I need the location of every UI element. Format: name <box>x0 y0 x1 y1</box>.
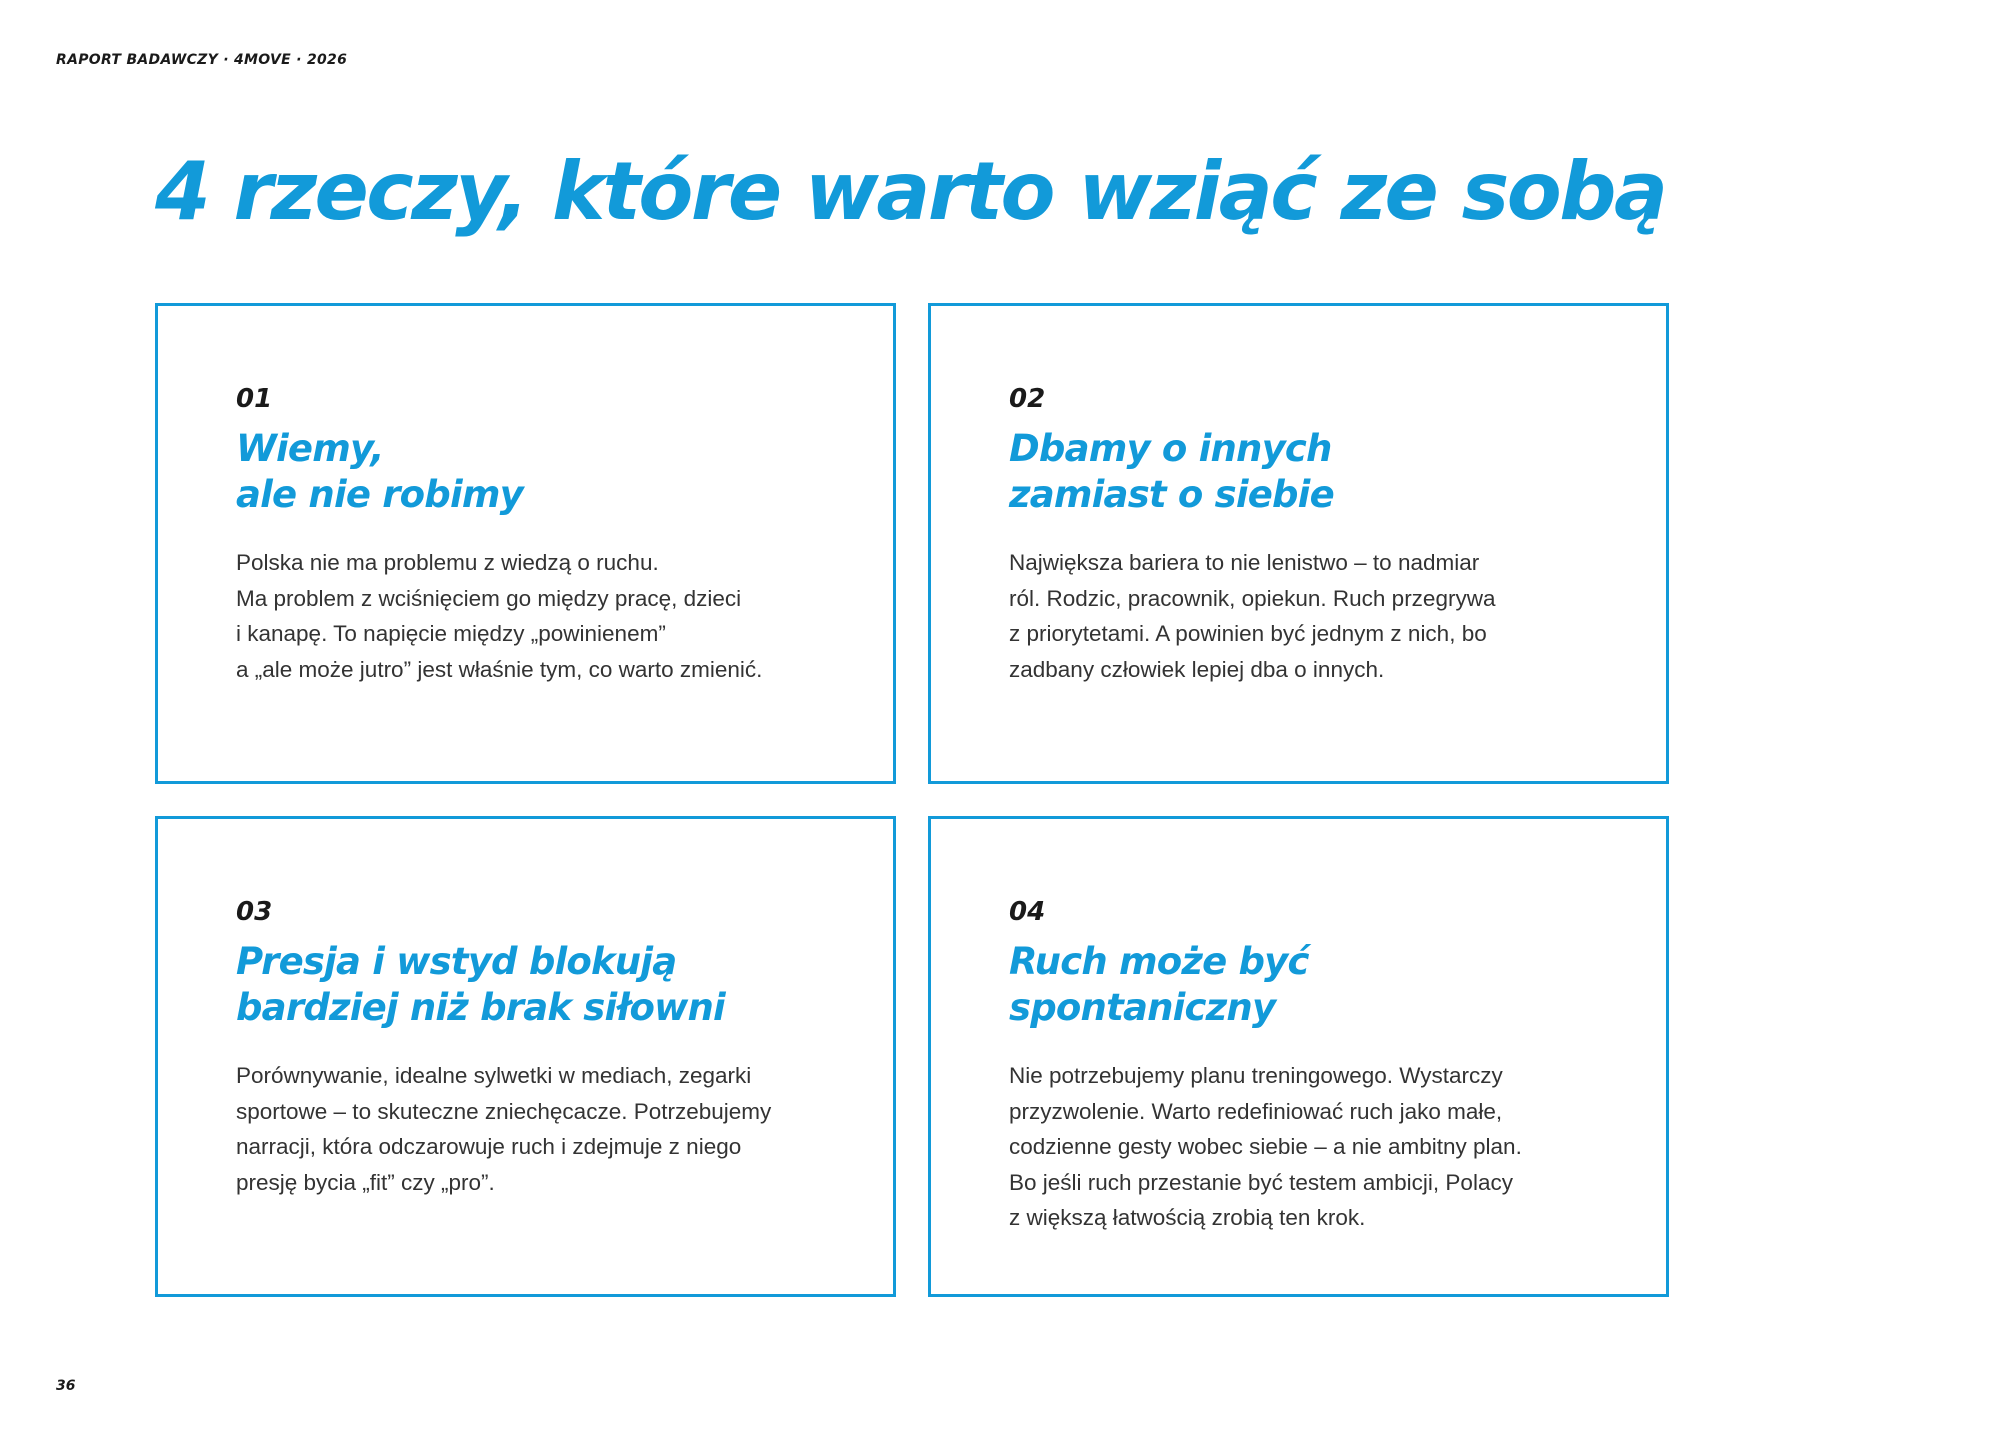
card-number: 02 <box>1009 384 1046 414</box>
running-header: RAPORT BADAWCZY · 4MOVE · 2026 <box>56 52 348 68</box>
card-body-line: a „ale może jutro” jest właśnie tym, co warto zmienić. <box>236 656 763 682</box>
card-body-line: sportowe – to skuteczne zniechęcacze. Potrzebujemy <box>236 1098 772 1124</box>
card-body-line: codzienne gesty wobec siebie – a nie ambitny plan. <box>1009 1134 1522 1159</box>
card-heading <box>236 426 853 518</box>
card-body-line: przyzwolenie. Warto redefiniować ruch jako małe, <box>1009 1098 1503 1124</box>
card-heading-line: Presja i wstyd blokują <box>236 940 677 983</box>
card-body-line: Ma problem z wciśnięciem go między pracę, dzieci <box>236 585 742 611</box>
card-body-line: zadbany człowiek lepiej dba o innych. <box>1009 656 1385 682</box>
card-heading-line: spontaniczny <box>1009 986 1276 1029</box>
card-heading <box>236 939 853 1031</box>
card-body <box>1009 545 1626 687</box>
card-body-line: Polska nie ma problemu z wiedzą o ruchu. <box>236 550 659 575</box>
card-body-line: z priorytetami. A powinien być jednym z nich, bo <box>1009 621 1487 646</box>
card-heading-line: Dbamy o innych <box>1009 427 1332 470</box>
card-body-line: Nie potrzebujemy planu treningowego. Wystarczy <box>1009 1063 1503 1088</box>
card-03 <box>155 816 896 1297</box>
card-heading-line: ale nie robimy <box>236 473 523 516</box>
card-01 <box>155 303 896 784</box>
card-body <box>236 1058 853 1200</box>
page-title: 4 rzeczy, które warto wziąć ze sobą <box>155 145 1666 238</box>
card-heading <box>1009 426 1626 518</box>
card-number: 03 <box>236 897 273 927</box>
card-body-line: ról. Rodzic, pracownik, opiekun. Ruch przegrywa <box>1009 585 1496 611</box>
card-heading-line: Wiemy, <box>236 427 384 470</box>
card-body-line: i kanapę. To napięcie między „powinienem” <box>236 621 666 646</box>
card-heading-line: Ruch może być <box>1009 940 1309 983</box>
card-heading-line: bardziej niż brak siłowni <box>236 986 725 1029</box>
page-number: 36 <box>56 1378 76 1394</box>
card-body-line: Bo jeśli ruch przestanie być testem ambicji, Polacy <box>1009 1169 1513 1195</box>
card-body <box>236 545 853 687</box>
card-body-line: Porównywanie, idealne sylwetki w mediach, zegarki <box>236 1063 752 1088</box>
card-body-line: presję bycia „fit” czy „pro”. <box>236 1169 495 1195</box>
card-number: 04 <box>1009 897 1046 927</box>
card-heading <box>1009 939 1626 1031</box>
card-body-line: narracji, która odczarowuje ruch i zdejmuje z niego <box>236 1134 742 1159</box>
card-body-line: z większą łatwością zrobią ten krok. <box>1009 1205 1366 1230</box>
card-body-line: Największa bariera to nie lenistwo – to nadmiar <box>1009 550 1480 575</box>
card-02 <box>928 303 1669 784</box>
card-04 <box>928 816 1669 1297</box>
card-number: 01 <box>236 384 273 414</box>
card-heading-line: zamiast o siebie <box>1009 473 1334 516</box>
card-body <box>1009 1058 1626 1236</box>
